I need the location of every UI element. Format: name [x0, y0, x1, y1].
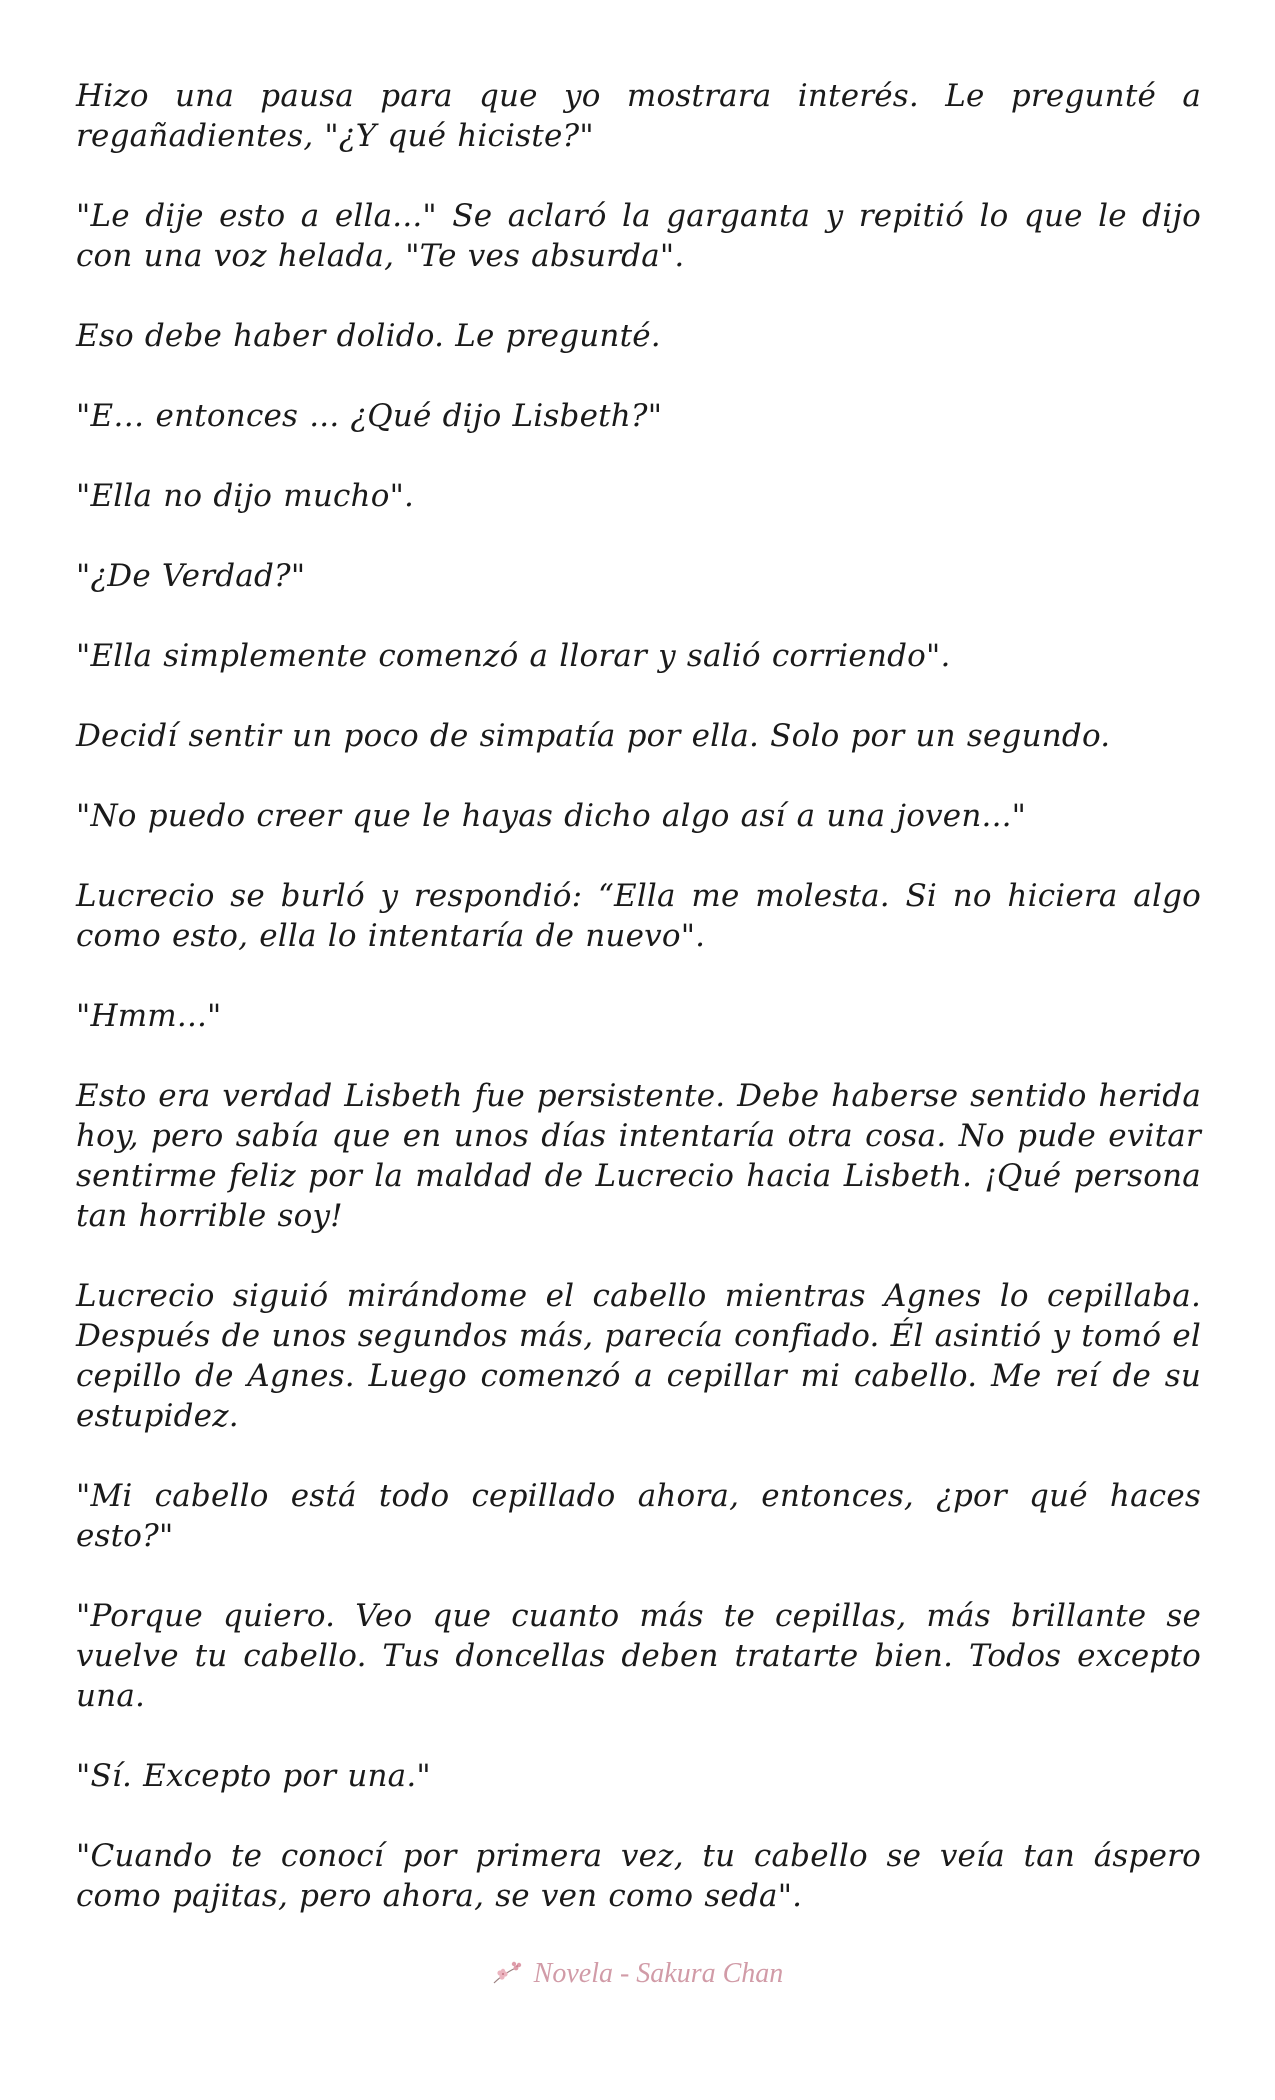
- document-body: [76, 76, 1201, 1956]
- paragraph: "No puedo creer que le hayas dicho algo así a una joven...": [76, 798, 1027, 834]
- paragraph: Hizo una pausa para que yo mostrara interés. Le pregunté a regañadientes, "¿Y qué hiciste?": [76, 78, 1201, 154]
- paragraph: Lucrecio siguió mirándome el cabello mientras Agnes lo cepillaba. Después de unos segundos más, parecía confiado. Él asintió y tomó el cepillo de Agnes. Luego comenzó a cepillar mi cabello. Me reí de su estupidez.: [76, 1278, 1201, 1434]
- paragraph: "Ella no dijo mucho".: [76, 478, 415, 514]
- watermark-text: Novela - Sakura Chan: [533, 1958, 784, 1989]
- paragraph: "Ella simplemente comenzó a llorar y salió corriendo".: [76, 638, 951, 674]
- paragraph: "Mi cabello está todo cepillado ahora, entonces, ¿por qué haces esto?": [76, 1478, 1201, 1554]
- paragraph: "E… entonces ... ¿Qué dijo Lisbeth?": [76, 398, 663, 434]
- paragraph: Eso debe haber dolido. Le pregunté.: [76, 318, 661, 354]
- cherry-blossom-icon: [492, 1959, 528, 1989]
- paragraph: "Porque quiero. Veo que cuanto más te cepillas, más brillante se vuelve tu cabello. Tus doncellas deben tratarte bien. Todos excepto una.: [76, 1598, 1201, 1714]
- paragraph: Esto era verdad Lisbeth fue persistente. Debe haberse sentido herida hoy, pero sabía que en unos días intentaría otra cosa. No pude evitar sentirme feliz por la maldad de Lucrecio hacia Lisbeth. ¡Qué persona tan horrible soy!: [76, 1078, 1201, 1234]
- paragraph: Decidí sentir un poco de simpatía por ella. Solo por un segundo.: [76, 718, 1111, 754]
- paragraph: "Cuando te conocí por primera vez, tu cabello se veía tan áspero como pajitas, pero ahora, se ven como seda".: [76, 1838, 1201, 1914]
- paragraph: "Le dije esto a ella..." Se aclaró la garganta y repitió lo que le dijo con una voz helada, "Te ves absurda".: [76, 198, 1201, 274]
- paragraph: "¿De Verdad?": [76, 558, 306, 594]
- paragraph: "Sí. Excepto por una.": [76, 1758, 431, 1794]
- paragraph: "Hmm...": [76, 998, 222, 1034]
- footer-watermark: [0, 1958, 1275, 1998]
- paragraph: Lucrecio se burló y respondió: “Ella me molesta. Si no hiciera algo como esto, ella lo intentaría de nuevo".: [76, 878, 1201, 954]
- watermark: [492, 1958, 784, 1990]
